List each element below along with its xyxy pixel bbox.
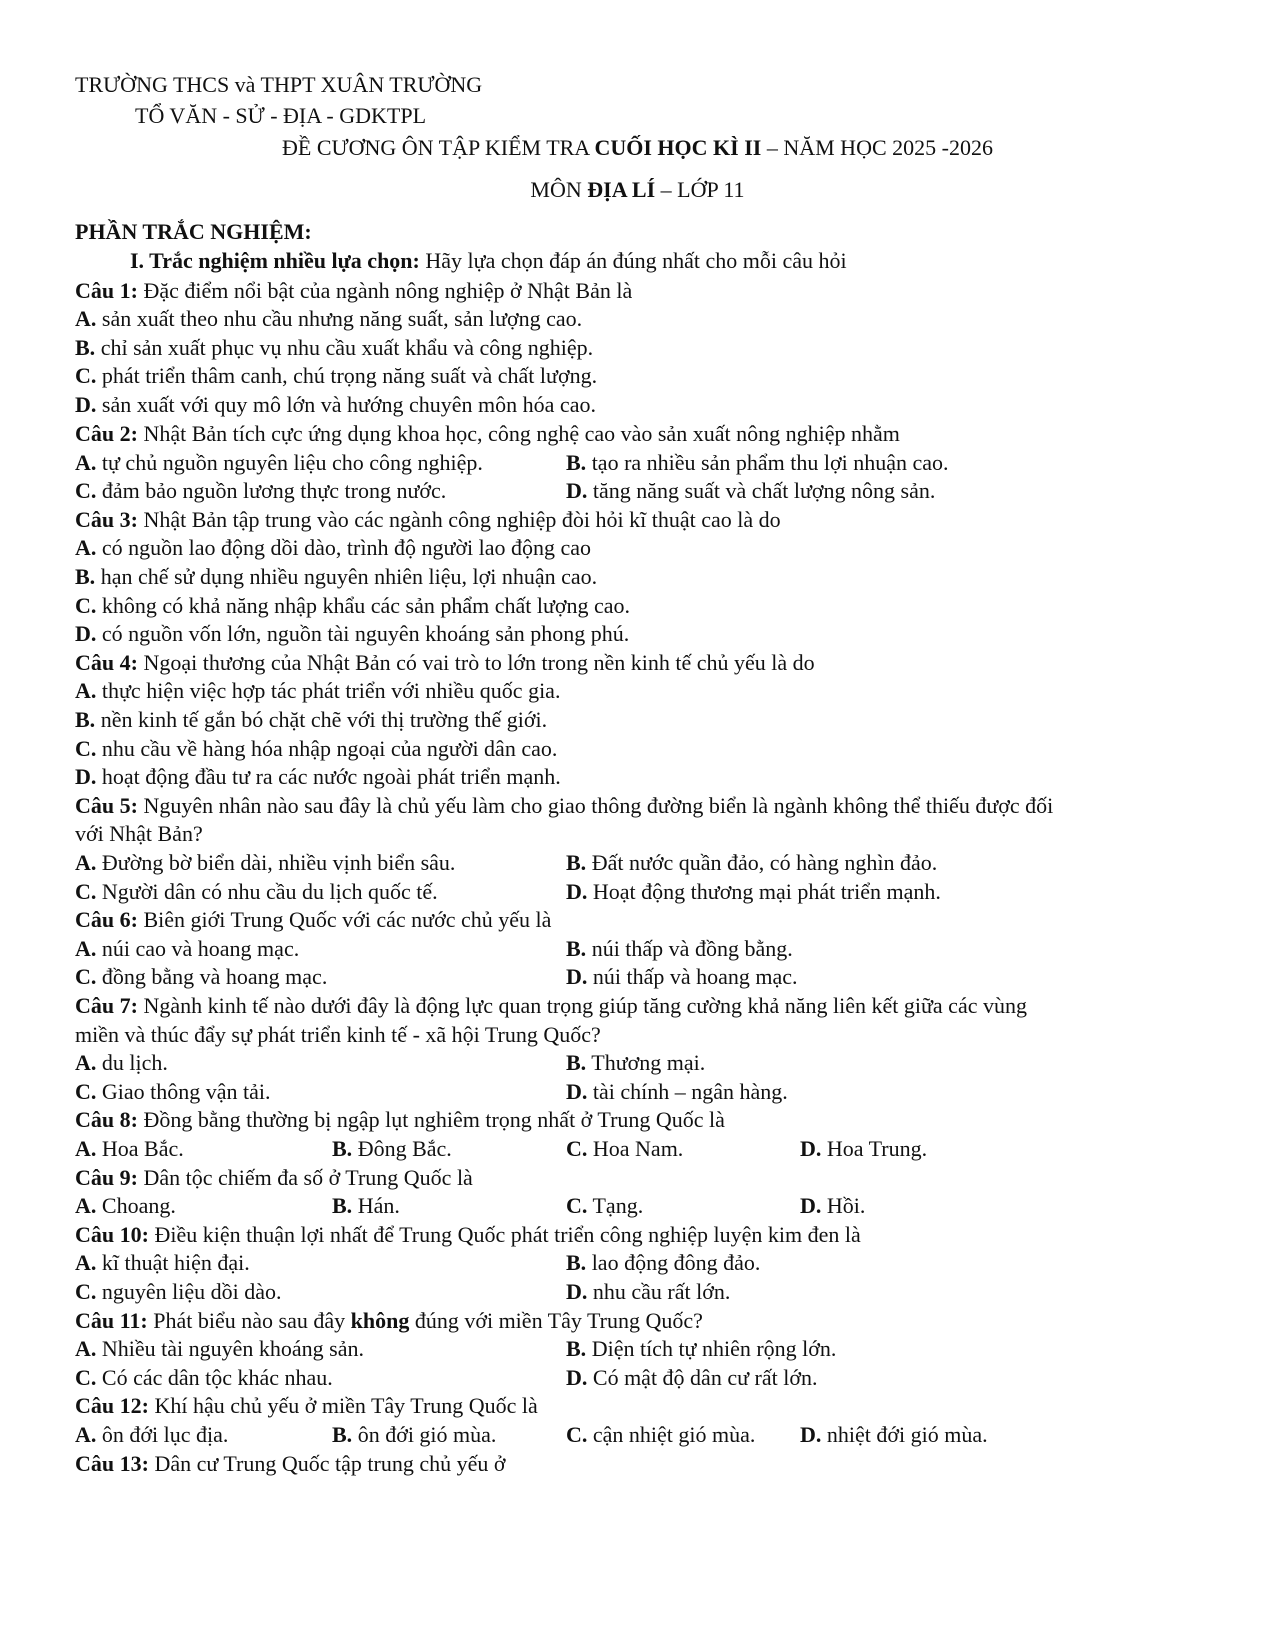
q12-option-c: C. cận nhiệt gió mùa. bbox=[566, 1422, 756, 1447]
school-name: TRƯỜNG THCS và THPT XUÂN TRƯỜNG bbox=[75, 72, 483, 97]
subject-title: MÔN ĐỊA LÍ – LỚP 11 bbox=[530, 177, 745, 202]
q1-option-c: C. phát triển thâm canh, chú trọng năng suất và chất lượng. bbox=[75, 363, 598, 388]
q4-option-a: A. thực hiện việc hợp tác phát triển với nhiều quốc gia. bbox=[75, 678, 561, 703]
q12-option-b: B. ôn đới gió mùa. bbox=[332, 1422, 497, 1447]
q7-option-c: C. Giao thông vận tải. bbox=[75, 1079, 271, 1104]
document-title: ĐỀ CƯƠNG ÔN TẬP KIỂM TRA CUỐI HỌC KÌ II – NĂM HỌC 2025 -2026 bbox=[282, 135, 993, 160]
q7-option-a: A. du lịch. bbox=[75, 1050, 168, 1075]
q7-option-b: B. Thương mại. bbox=[566, 1050, 706, 1075]
question-4: Câu 4: Ngoại thương của Nhật Bản có vai trò to lớn trong nền kinh tế chủ yếu là do bbox=[75, 650, 815, 675]
question-2: Câu 2: Nhật Bản tích cực ứng dụng khoa học, công nghệ cao vào sản xuất nông nghiệp nhằm bbox=[75, 421, 900, 446]
q1-option-b: B. chỉ sản xuất phục vụ nhu cầu xuất khẩu và công nghiệp. bbox=[75, 335, 594, 360]
q2-option-c: C. đảm bảo nguồn lương thực trong nước. bbox=[75, 478, 447, 503]
question-11: Câu 11: Phát biểu nào sau đây không đúng với miền Tây Trung Quốc? bbox=[75, 1308, 703, 1333]
q4-option-d: D. hoạt động đầu tư ra các nước ngoài phát triển mạnh. bbox=[75, 764, 561, 789]
q11-option-c: C. Có các dân tộc khác nhau. bbox=[75, 1365, 333, 1390]
q4-option-c: C. nhu cầu về hàng hóa nhập ngoại của người dân cao. bbox=[75, 736, 558, 761]
q8-option-b: B. Đông Bắc. bbox=[332, 1136, 452, 1161]
q12-option-a: A. ôn đới lục địa. bbox=[75, 1422, 229, 1447]
department-name: TỔ VĂN - SỬ - ĐỊA - GDKTPL bbox=[135, 103, 427, 128]
q10-option-d: D. nhu cầu rất lớn. bbox=[566, 1279, 731, 1304]
q9-option-b: B. Hán. bbox=[332, 1193, 400, 1218]
q7-option-d: D. tài chính – ngân hàng. bbox=[566, 1079, 788, 1104]
q10-option-a: A. kĩ thuật hiện đại. bbox=[75, 1250, 250, 1275]
q2-option-d: D. tăng năng suất và chất lượng nông sản. bbox=[566, 478, 936, 503]
q8-option-a: A. Hoa Bắc. bbox=[75, 1136, 184, 1161]
question-12: Câu 12: Khí hậu chủ yếu ở miền Tây Trung Quốc là bbox=[75, 1393, 538, 1418]
q8-option-c: C. Hoa Nam. bbox=[566, 1136, 684, 1161]
q11-option-b: B. Diện tích tự nhiên rộng lớn. bbox=[566, 1336, 837, 1361]
q6-option-d: D. núi thấp và hoang mạc. bbox=[566, 964, 798, 989]
section-title: PHẦN TRẮC NGHIỆM: bbox=[75, 219, 312, 244]
question-7-continued: miền và thúc đẩy sự phát triển kinh tế - xã hội Trung Quốc? bbox=[75, 1022, 601, 1047]
q2-option-b: B. tạo ra nhiều sản phẩm thu lợi nhuận cao. bbox=[566, 450, 949, 475]
question-13: Câu 13: Dân cư Trung Quốc tập trung chủ yếu ở bbox=[75, 1451, 506, 1476]
q10-option-c: C. nguyên liệu dồi dào. bbox=[75, 1279, 282, 1304]
q5-option-a: A. Đường bờ biển dài, nhiều vịnh biển sâu. bbox=[75, 850, 456, 875]
q9-option-d: D. Hồi. bbox=[800, 1193, 866, 1218]
q10-option-b: B. lao động đông đảo. bbox=[566, 1250, 761, 1275]
q2-option-a: A. tự chủ nguồn nguyên liệu cho công nghiệp. bbox=[75, 450, 483, 475]
instruction: I. Trắc nghiệm nhiều lựa chọn: Hãy lựa chọn đáp án đúng nhất cho mỗi câu hỏi bbox=[130, 248, 847, 273]
question-1: Câu 1: Đặc điểm nổi bật của ngành nông nghiệp ở Nhật Bản là bbox=[75, 278, 633, 303]
question-5: Câu 5: Nguyên nhân nào sau đây là chủ yếu làm cho giao thông đường biển là ngành không thể thiếu được đối bbox=[75, 793, 1054, 818]
question-8: Câu 8: Đồng bằng thường bị ngập lụt nghiêm trọng nhất ở Trung Quốc là bbox=[75, 1107, 725, 1132]
question-7: Câu 7: Ngành kinh tế nào dưới đây là động lực quan trọng giúp tăng cường khả năng liên kết giữa các vùng bbox=[75, 993, 1027, 1018]
q1-option-d: D. sản xuất với quy mô lớn và hướng chuyên môn hóa cao. bbox=[75, 392, 596, 417]
question-5-continued: với Nhật Bản? bbox=[75, 821, 203, 846]
q6-option-b: B. núi thấp và đồng bằng. bbox=[566, 936, 793, 961]
question-6: Câu 6: Biên giới Trung Quốc với các nước chủ yếu là bbox=[75, 907, 552, 932]
q8-option-d: D. Hoa Trung. bbox=[800, 1136, 928, 1161]
question-10: Câu 10: Điều kiện thuận lợi nhất để Trung Quốc phát triển công nghiệp luyện kim đen là bbox=[75, 1222, 861, 1247]
q5-option-c: C. Người dân có nhu cầu du lịch quốc tế. bbox=[75, 879, 438, 904]
q9-option-a: A. Choang. bbox=[75, 1193, 176, 1218]
question-9: Câu 9: Dân tộc chiếm đa số ở Trung Quốc là bbox=[75, 1165, 473, 1190]
q4-option-b: B. nền kinh tế gắn bó chặt chẽ với thị trường thế giới. bbox=[75, 707, 548, 732]
q6-option-c: C. đồng bằng và hoang mạc. bbox=[75, 964, 328, 989]
q11-option-d: D. Có mật độ dân cư rất lớn. bbox=[566, 1365, 818, 1390]
q6-option-a: A. núi cao và hoang mạc. bbox=[75, 936, 300, 961]
q1-option-a: A. sản xuất theo nhu cầu nhưng năng suất, sản lượng cao. bbox=[75, 306, 583, 331]
q3-option-d: D. có nguồn vốn lớn, nguồn tài nguyên khoáng sản phong phú. bbox=[75, 621, 630, 646]
q3-option-a: A. có nguồn lao động dồi dào, trình độ người lao động cao bbox=[75, 535, 592, 560]
q5-option-b: B. Đất nước quần đảo, có hàng nghìn đảo. bbox=[566, 850, 938, 875]
q5-option-d: D. Hoạt động thương mại phát triển mạnh. bbox=[566, 879, 941, 904]
q9-option-c: C. Tạng. bbox=[566, 1193, 644, 1218]
q3-option-b: B. hạn chế sử dụng nhiều nguyên nhiên liệu, lợi nhuận cao. bbox=[75, 564, 598, 589]
q11-option-a: A. Nhiều tài nguyên khoáng sản. bbox=[75, 1336, 364, 1361]
q3-option-c: C. không có khả năng nhập khẩu các sản phẩm chất lượng cao. bbox=[75, 593, 631, 618]
q12-option-d: D. nhiệt đới gió mùa. bbox=[800, 1422, 988, 1447]
question-3: Câu 3: Nhật Bản tập trung vào các ngành công nghiệp đòi hỏi kĩ thuật cao là do bbox=[75, 507, 781, 532]
